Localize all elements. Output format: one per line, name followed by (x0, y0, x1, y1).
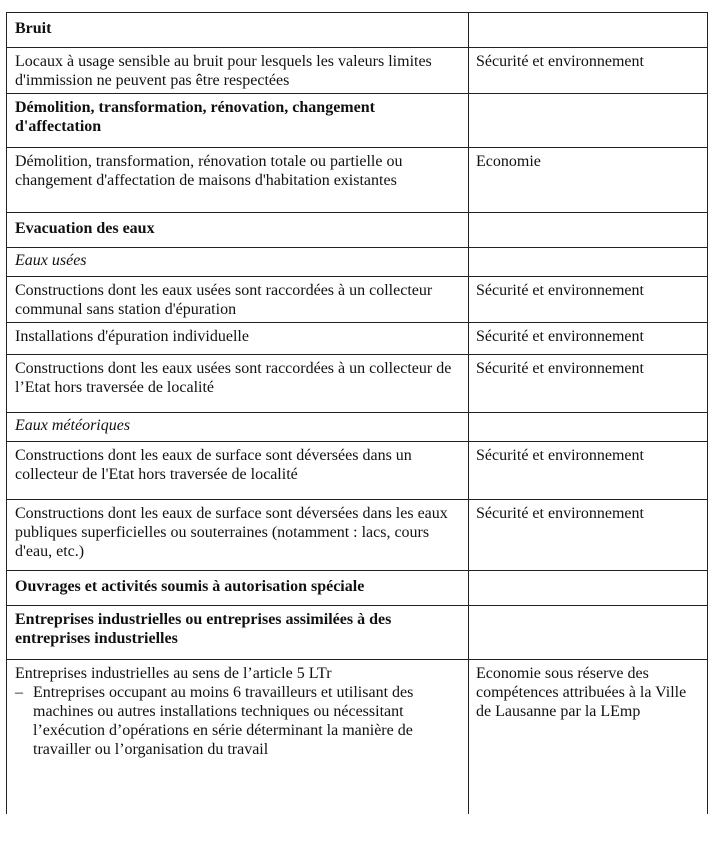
item-usees-3: Constructions dont les eaux usées sont raccordées à un collecteur de l’Etat hors traversée de localité (7, 355, 469, 413)
table-row (7, 148, 708, 213)
subheading-eaux-meteoriques: Eaux météoriques (7, 413, 469, 442)
table-row (7, 355, 708, 413)
authority-meteo-2: Sécurité et environnement (469, 500, 708, 571)
empty-cell (469, 248, 708, 277)
empty-cell (469, 13, 708, 48)
authority-entreprises: Economie sous réserve des compétences attribuées à la Ville de Lausanne par la LEmp (469, 660, 708, 815)
document-page (6, 12, 708, 814)
section-heading-entreprises: Entreprises industrielles ou entreprises assimilées à des entreprises industrielles (7, 606, 469, 660)
item-entreprises: Entreprises industrielles au sens de l’article 5 LTr (15, 665, 332, 682)
section-heading-bruit: Bruit (7, 13, 469, 48)
empty-cell (469, 571, 708, 606)
item-entreprises-cell (7, 660, 469, 815)
table-row (7, 248, 708, 277)
subheading-eaux-usees: Eaux usées (7, 248, 469, 277)
dash-bullet: – (15, 684, 23, 701)
table-row (7, 413, 708, 442)
item-usees-2: Installations d'épuration individuelle (7, 323, 469, 355)
item-entreprises-sub: Entreprises occupant au moins 6 travailleurs et utilisant des machines ou autres installations techniques ou nécessitant l’exécution d’opérations en série déterminant la manière de travailler ou l’organisation du travail (33, 684, 414, 758)
table-row (7, 571, 708, 606)
item-usees-1: Constructions dont les eaux usées sont raccordées à un collecteur communal sans station d'épuration (7, 277, 469, 323)
authority-usees-2: Sécurité et environnement (469, 323, 708, 355)
table-row (7, 500, 708, 571)
table-row (7, 48, 708, 94)
empty-cell (469, 606, 708, 660)
table-row (7, 213, 708, 248)
section-heading-evacuation: Evacuation des eaux (7, 213, 469, 248)
table-row (7, 94, 708, 148)
empty-cell (469, 213, 708, 248)
competence-table (6, 12, 708, 814)
table-row (7, 13, 708, 48)
item-meteo-2: Constructions dont les eaux de surface sont déversées dans les eaux publiques superficielles ou souterraines (notamment : lacs, cours d'eau, etc.) (7, 500, 469, 571)
authority-demolition: Economie (469, 148, 708, 213)
table-row (7, 606, 708, 660)
table-row (7, 660, 708, 815)
list-item (15, 683, 460, 759)
empty-cell (469, 413, 708, 442)
table-row (7, 442, 708, 500)
authority-usees-3: Sécurité et environnement (469, 355, 708, 413)
item-meteo-1: Constructions dont les eaux de surface sont déversées dans un collecteur de l'Etat hors traversée de localité (7, 442, 469, 500)
table-row (7, 323, 708, 355)
item-bruit: Locaux à usage sensible au bruit pour lesquels les valeurs limites d'immission ne peuvent pas être respectées (7, 48, 469, 94)
authority-meteo-1: Sécurité et environnement (469, 442, 708, 500)
item-demolition: Démolition, transformation, rénovation totale ou partielle ou changement d'affectation de maisons d'habitation existantes (7, 148, 469, 213)
authority-bruit: Sécurité et environnement (469, 48, 708, 94)
section-heading-ouvrages: Ouvrages et activités soumis à autorisation spéciale (7, 571, 469, 606)
table-row (7, 277, 708, 323)
section-heading-demolition: Démolition, transformation, rénovation, changement d'affectation (7, 94, 469, 148)
empty-cell (469, 94, 708, 148)
authority-usees-1: Sécurité et environnement (469, 277, 708, 323)
